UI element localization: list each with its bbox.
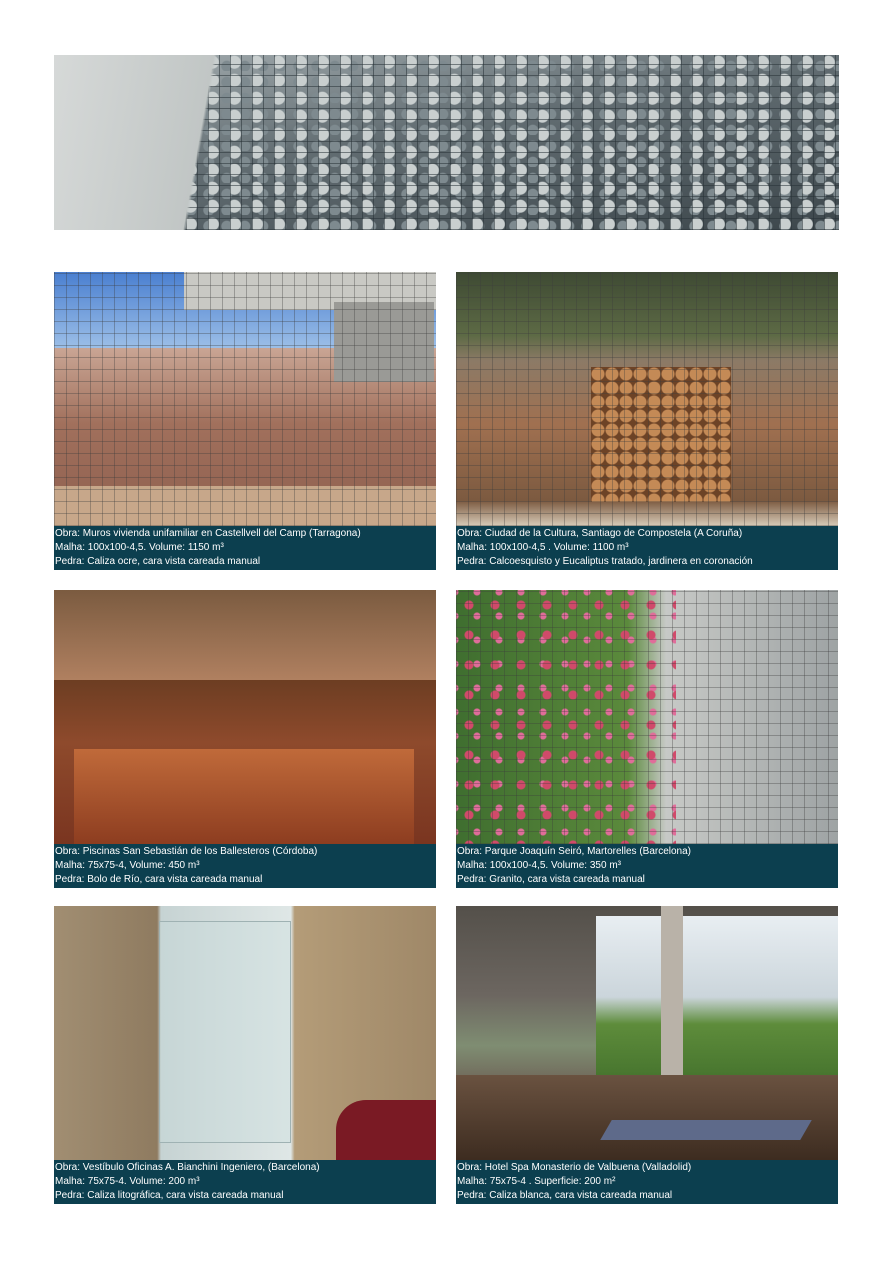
project-caption [54,1160,436,1204]
column [661,906,683,1086]
project-photo [54,272,436,526]
house-building [334,302,434,382]
caption-obra: Obra: Vestíbulo Oficinas A. Bianchini Ingeniero, (Barcelona) [55,1162,320,1173]
caption-pedra: Pedra: Granito, cara vista careada manual [457,874,645,885]
caption-pedra: Pedra: Caliza blanca, cara vista careada manual [457,1190,673,1201]
project-caption [456,526,838,570]
project-card [456,590,838,888]
wooden-floor [456,1075,838,1160]
project-photo [456,906,838,1160]
caption-malha: Malha: 100x100-4,5. Volume: 1150 m³ [55,542,224,553]
caption-malha: Malha: 100x100-4,5 . Volume: 1100 m³ [457,542,629,553]
project-caption [456,1160,838,1204]
project-card [54,590,436,888]
project-card [54,906,436,1204]
project-photo [456,590,838,844]
log-gabion [591,367,731,502]
red-chair [336,1100,436,1160]
project-caption [456,844,838,888]
caption-malha: Malha: 75x75-4, Volume: 450 m³ [55,860,200,871]
caption-obra: Obra: Ciudad de la Cultura, Santiago de Compostela (A Coruña) [457,528,743,539]
window-view [596,916,838,1096]
project-card [456,906,838,1204]
project-card [456,272,838,570]
project-caption [54,844,436,888]
caption-malha: Malha: 75x75-4. Volume: 200 m³ [55,1176,200,1187]
ceiling [54,590,436,680]
caption-malha: Malha: 100x100-4,5. Volume: 350 m³ [457,860,621,871]
caption-malha: Malha: 75x75-4 . Superficie: 200 m² [457,1176,616,1187]
yoga-mat [600,1120,812,1140]
project-photo [54,590,436,844]
flower-bush [456,590,676,844]
caption-obra: Obra: Piscinas San Sebastián de los Ballesteros (Córdoba) [55,846,318,857]
caption-pedra: Pedra: Bolo de Río, cara vista careada manual [55,874,263,885]
ground [54,486,436,526]
project-caption [54,526,436,570]
hero-gabion-photo [54,55,839,230]
project-photo [54,906,436,1160]
caption-pedra: Pedra: Caliza litográfica, cara vista careada manual [55,1190,284,1201]
caption-obra: Obra: Muros vivienda unifamiliar en Castellvell del Camp (Tarragona) [55,528,361,539]
project-card [54,272,436,570]
corridor-floor [74,749,414,844]
caption-pedra: Pedra: Calcoesquisto y Eucaliptus tratado, jardinera en coronación [457,556,753,567]
caption-pedra: Pedra: Caliza ocre, cara vista careada manual [55,556,261,567]
caption-obra: Obra: Parque Joaquín Seiró, Martorelles (Barcelona) [457,846,692,857]
caption-obra: Obra: Hotel Spa Monasterio de Valbuena (Valladolid) [457,1162,692,1173]
project-photo [456,272,838,526]
glass-door [159,921,291,1143]
concrete-ledge [54,55,314,230]
